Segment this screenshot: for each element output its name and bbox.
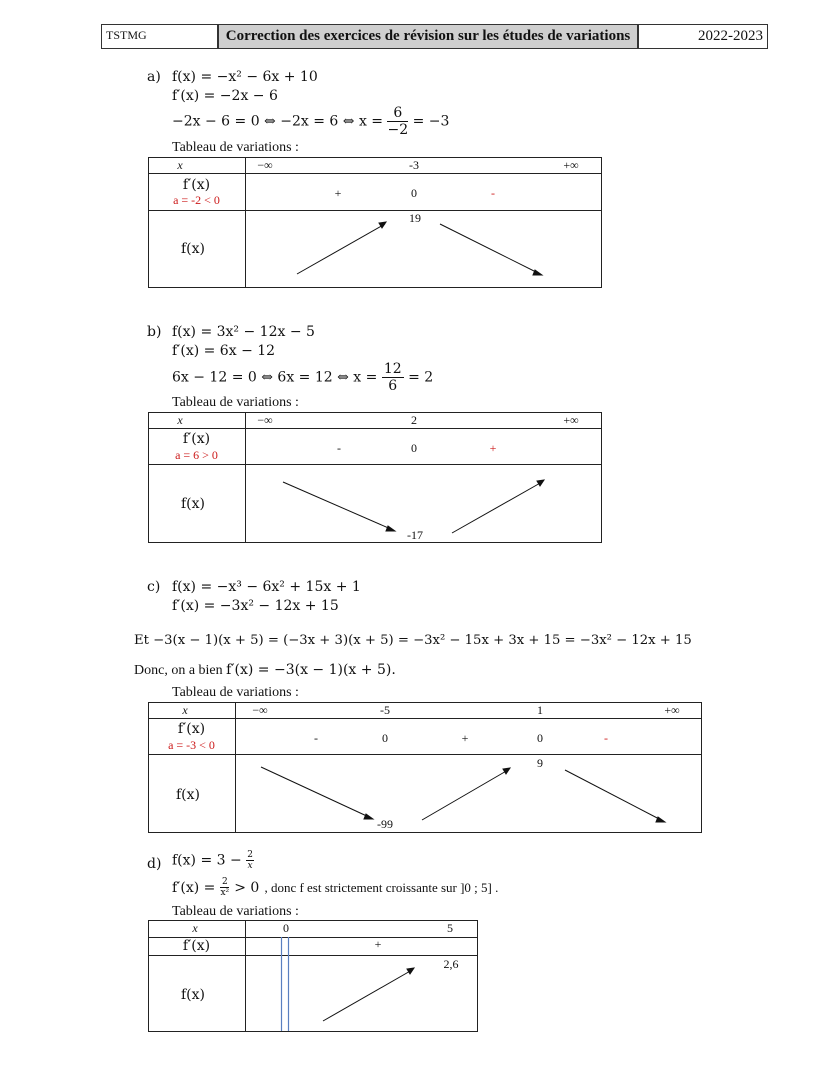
- ex-c-expansion: Et −3(x − 1)(x + 5) = (−3x + 3)(x + 5) = −3x² − 15x + 3x + 15 = −3x² − 12x + 15: [134, 633, 692, 648]
- ex-c-min-value: -99: [377, 817, 393, 831]
- header-title: Correction des exercices de révision sur les études de variations: [218, 24, 638, 49]
- ex-c-max-value: 9: [537, 756, 543, 770]
- ex-c-sign-zero-1: 0: [382, 731, 388, 745]
- ex-c-x-minus-inf: −∞: [252, 703, 268, 717]
- ex-d-f-label: f(x): [180, 987, 205, 1003]
- ex-a-sign-1: +: [334, 186, 342, 200]
- ex-d-arrowhead-up: [407, 968, 414, 974]
- ex-c-derivative: f′(x) = −3x² − 12x + 15: [172, 598, 339, 614]
- ex-d-x-end: 5: [447, 921, 453, 935]
- ex-c-conclusion-math: f′(x) = −3(x − 1)(x + 5).: [226, 662, 396, 678]
- ex-c-a-sign: a = -3 < 0: [168, 738, 215, 752]
- ex-a-x-plus-inf: +∞: [563, 158, 579, 172]
- ex-b-fp-label: f′(x): [182, 431, 211, 447]
- ex-b-a-sign: a = 6 > 0: [175, 448, 218, 462]
- header-class: TSTMG: [101, 24, 218, 49]
- ex-b-x-root: 2: [411, 413, 417, 427]
- ex-d-max-value: 2,6: [443, 957, 459, 971]
- ex-d-derivative-ineq: > 0: [234, 880, 260, 896]
- ex-b-x-header: x: [177, 413, 183, 427]
- ex-c-x-root-2: 1: [537, 703, 543, 717]
- ex-a-max-value: 19: [409, 211, 421, 225]
- ex-d-forbidden-bars: [282, 937, 289, 1031]
- ex-a-a-sign: a = -2 < 0: [173, 193, 220, 207]
- ex-a-letter: a): [147, 69, 161, 85]
- ex-c-x-root-1: -5: [380, 703, 390, 717]
- ex-d-x-start: 0: [283, 921, 289, 935]
- ex-a-sign-zero: 0: [411, 186, 417, 200]
- ex-b-x-plus-inf: +∞: [563, 413, 579, 427]
- ex-a-f-label: f(x): [180, 241, 205, 257]
- ex-c-sign-2: +: [461, 731, 469, 745]
- ex-c-sign-zero-2: 0: [537, 731, 543, 745]
- ex-a-sign-2: -: [491, 186, 495, 200]
- ex-b-function: f(x) = 3x² − 12x − 5: [172, 324, 315, 340]
- ex-c-sign-3: -: [604, 731, 608, 745]
- ex-d-conclusion: , donc f est strictement croissante sur ]0 ; 5] .: [264, 880, 499, 895]
- ex-b-tableau-label: Tableau de variations :: [172, 395, 299, 410]
- ex-d-derivative-fraction: $\frac{2}{\text{x²}}$: [220, 877, 230, 898]
- header-year: 2022-2023: [638, 24, 768, 49]
- ex-b-f-label: f(x): [180, 496, 205, 512]
- ex-b-sign-zero: 0: [411, 441, 417, 455]
- ex-d-letter: d): [147, 856, 162, 872]
- ex-a-x-root: -3: [409, 158, 419, 172]
- ex-d-function-fraction: $\frac{2}{x}$: [247, 850, 253, 871]
- ex-a-x-minus-inf: −∞: [257, 158, 273, 172]
- ex-a-function: f(x) = −x² − 6x + 10: [172, 69, 318, 85]
- ex-d-derivative-text: f′(x) =: [172, 880, 216, 896]
- ex-c-x-plus-inf: +∞: [664, 703, 680, 717]
- ex-a-solve-text: −2x − 6 = 0 ⇔ −2x = 6 ⇔ x =: [172, 113, 384, 130]
- ex-b-min-value: -17: [407, 528, 423, 542]
- ex-a-derivative: f′(x) = −2x − 6: [172, 88, 278, 104]
- ex-b-derivative: f′(x) = 6x − 12: [172, 343, 276, 359]
- ex-c-letter: c): [147, 579, 161, 595]
- ex-d-fp-label: f′(x): [182, 938, 211, 954]
- ex-c-function: f(x) = −x³ − 6x² + 15x + 1: [172, 579, 361, 595]
- ex-b-solve-text: 6x − 12 = 0 ⇔ 6x = 12 ⇔ x =: [172, 369, 378, 386]
- ex-d-arrow-up: [323, 970, 412, 1021]
- ex-a-fraction: $\frac{6}{-2}$: [387, 105, 409, 138]
- ex-c-f-label: f(x): [175, 787, 200, 803]
- ex-c-tableau-label: Tableau de variations :: [172, 685, 299, 700]
- ex-c-x-header: x: [182, 703, 188, 717]
- ex-a-fp-label: f′(x): [182, 177, 211, 193]
- ex-d-sign: +: [374, 937, 382, 951]
- ex-c-conclusion-text: Donc, on a bien: [134, 663, 227, 678]
- ex-b-fraction: $\frac{12}{6}$: [383, 361, 402, 394]
- ex-d-tableau-label: Tableau de variations :: [172, 904, 299, 919]
- ex-b-letter: b): [147, 324, 162, 340]
- ex-c-sign-1: -: [314, 731, 318, 745]
- ex-c-fp-label: f′(x): [177, 721, 206, 737]
- ex-d-function-text: f(x) = 3 −: [172, 852, 242, 869]
- ex-d-x-header: x: [192, 921, 198, 935]
- ex-a-x-header: x: [177, 158, 183, 172]
- ex-b-sign-2: +: [489, 441, 497, 455]
- ex-a-solve-result: = −3: [412, 113, 450, 130]
- ex-b-sign-1: -: [337, 441, 341, 455]
- ex-a-tableau-label: Tableau de variations :: [172, 140, 299, 155]
- ex-b-solve-result: = 2: [408, 369, 434, 386]
- ex-b-x-minus-inf: −∞: [257, 413, 273, 427]
